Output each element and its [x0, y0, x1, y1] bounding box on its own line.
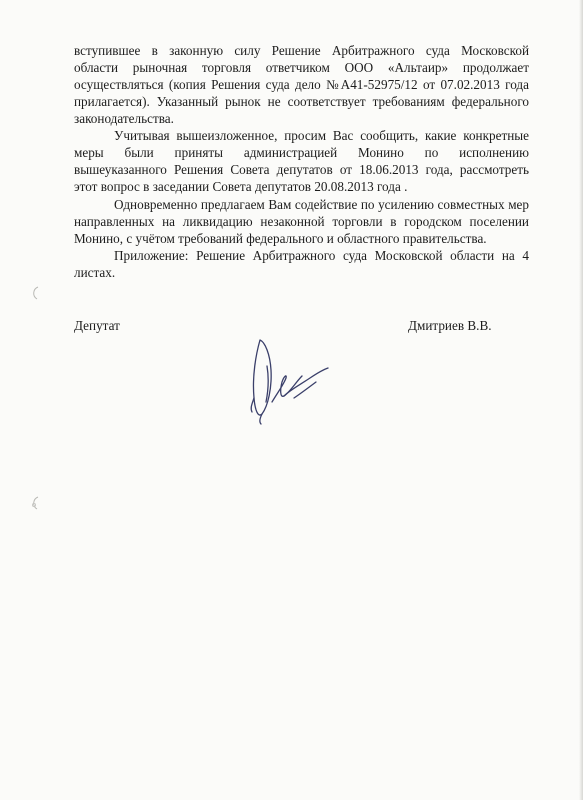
signature-stroke — [272, 376, 302, 402]
paragraph-court-decision — [74, 42, 529, 127]
binder-hole-mark — [31, 502, 37, 508]
signature-stroke — [266, 366, 268, 402]
text-line: осуществляться (копия Решения суда дело №А41-52975/12 от 07.02.2013 года — [74, 77, 529, 92]
page-edge-shadow — [579, 0, 583, 800]
binder-hole-mark — [30, 286, 40, 300]
position-label: Депутат — [74, 318, 120, 333]
text-line: листах. — [74, 265, 116, 280]
text-line: этот вопрос в заседании Совета депутатов 20.08.2013 года . — [74, 179, 408, 194]
paragraph-cooperation — [74, 196, 529, 247]
text-line: Одновременно предлагаем Вам содействие по усилению совместных мер — [114, 197, 529, 212]
text-line: Приложение: Решение Арбитражного суда Московской области на 4 — [114, 248, 529, 263]
text-line: вышеуказанного Решения Совета депутатов от 18.06.2013 года, рассмотреть — [74, 162, 529, 177]
signature-stroke — [294, 382, 316, 398]
signatory-name: Дмитриев В.В. — [408, 318, 492, 333]
text-line: вступившее в законную силу Решение Арбитражного суда Московской — [74, 43, 529, 58]
text-line: направленных на ликвидацию незаконной торговли в городском поселении — [74, 214, 529, 229]
text-line: Монино, с учётом требований федерального и областного правительства. — [74, 231, 487, 246]
handwritten-signature — [238, 332, 338, 427]
text-line: области рыночная торговля ответчиком ООО «Альтаир» продолжает — [74, 60, 529, 75]
paragraph-request — [74, 127, 529, 195]
text-line: меры были приняты администрацией Монино по исполнению — [74, 145, 529, 160]
paragraph-attachment — [74, 247, 529, 281]
text-line: законодательства. — [74, 111, 174, 126]
signature-stroke — [284, 368, 328, 396]
text-line: Учитывая вышеизложенное, просим Вас сообщить, какие конкретные — [114, 128, 529, 143]
signature-stroke — [251, 398, 254, 412]
text-line: прилагается). Указанный рынок не соответствует требованиям федерального — [74, 94, 529, 109]
